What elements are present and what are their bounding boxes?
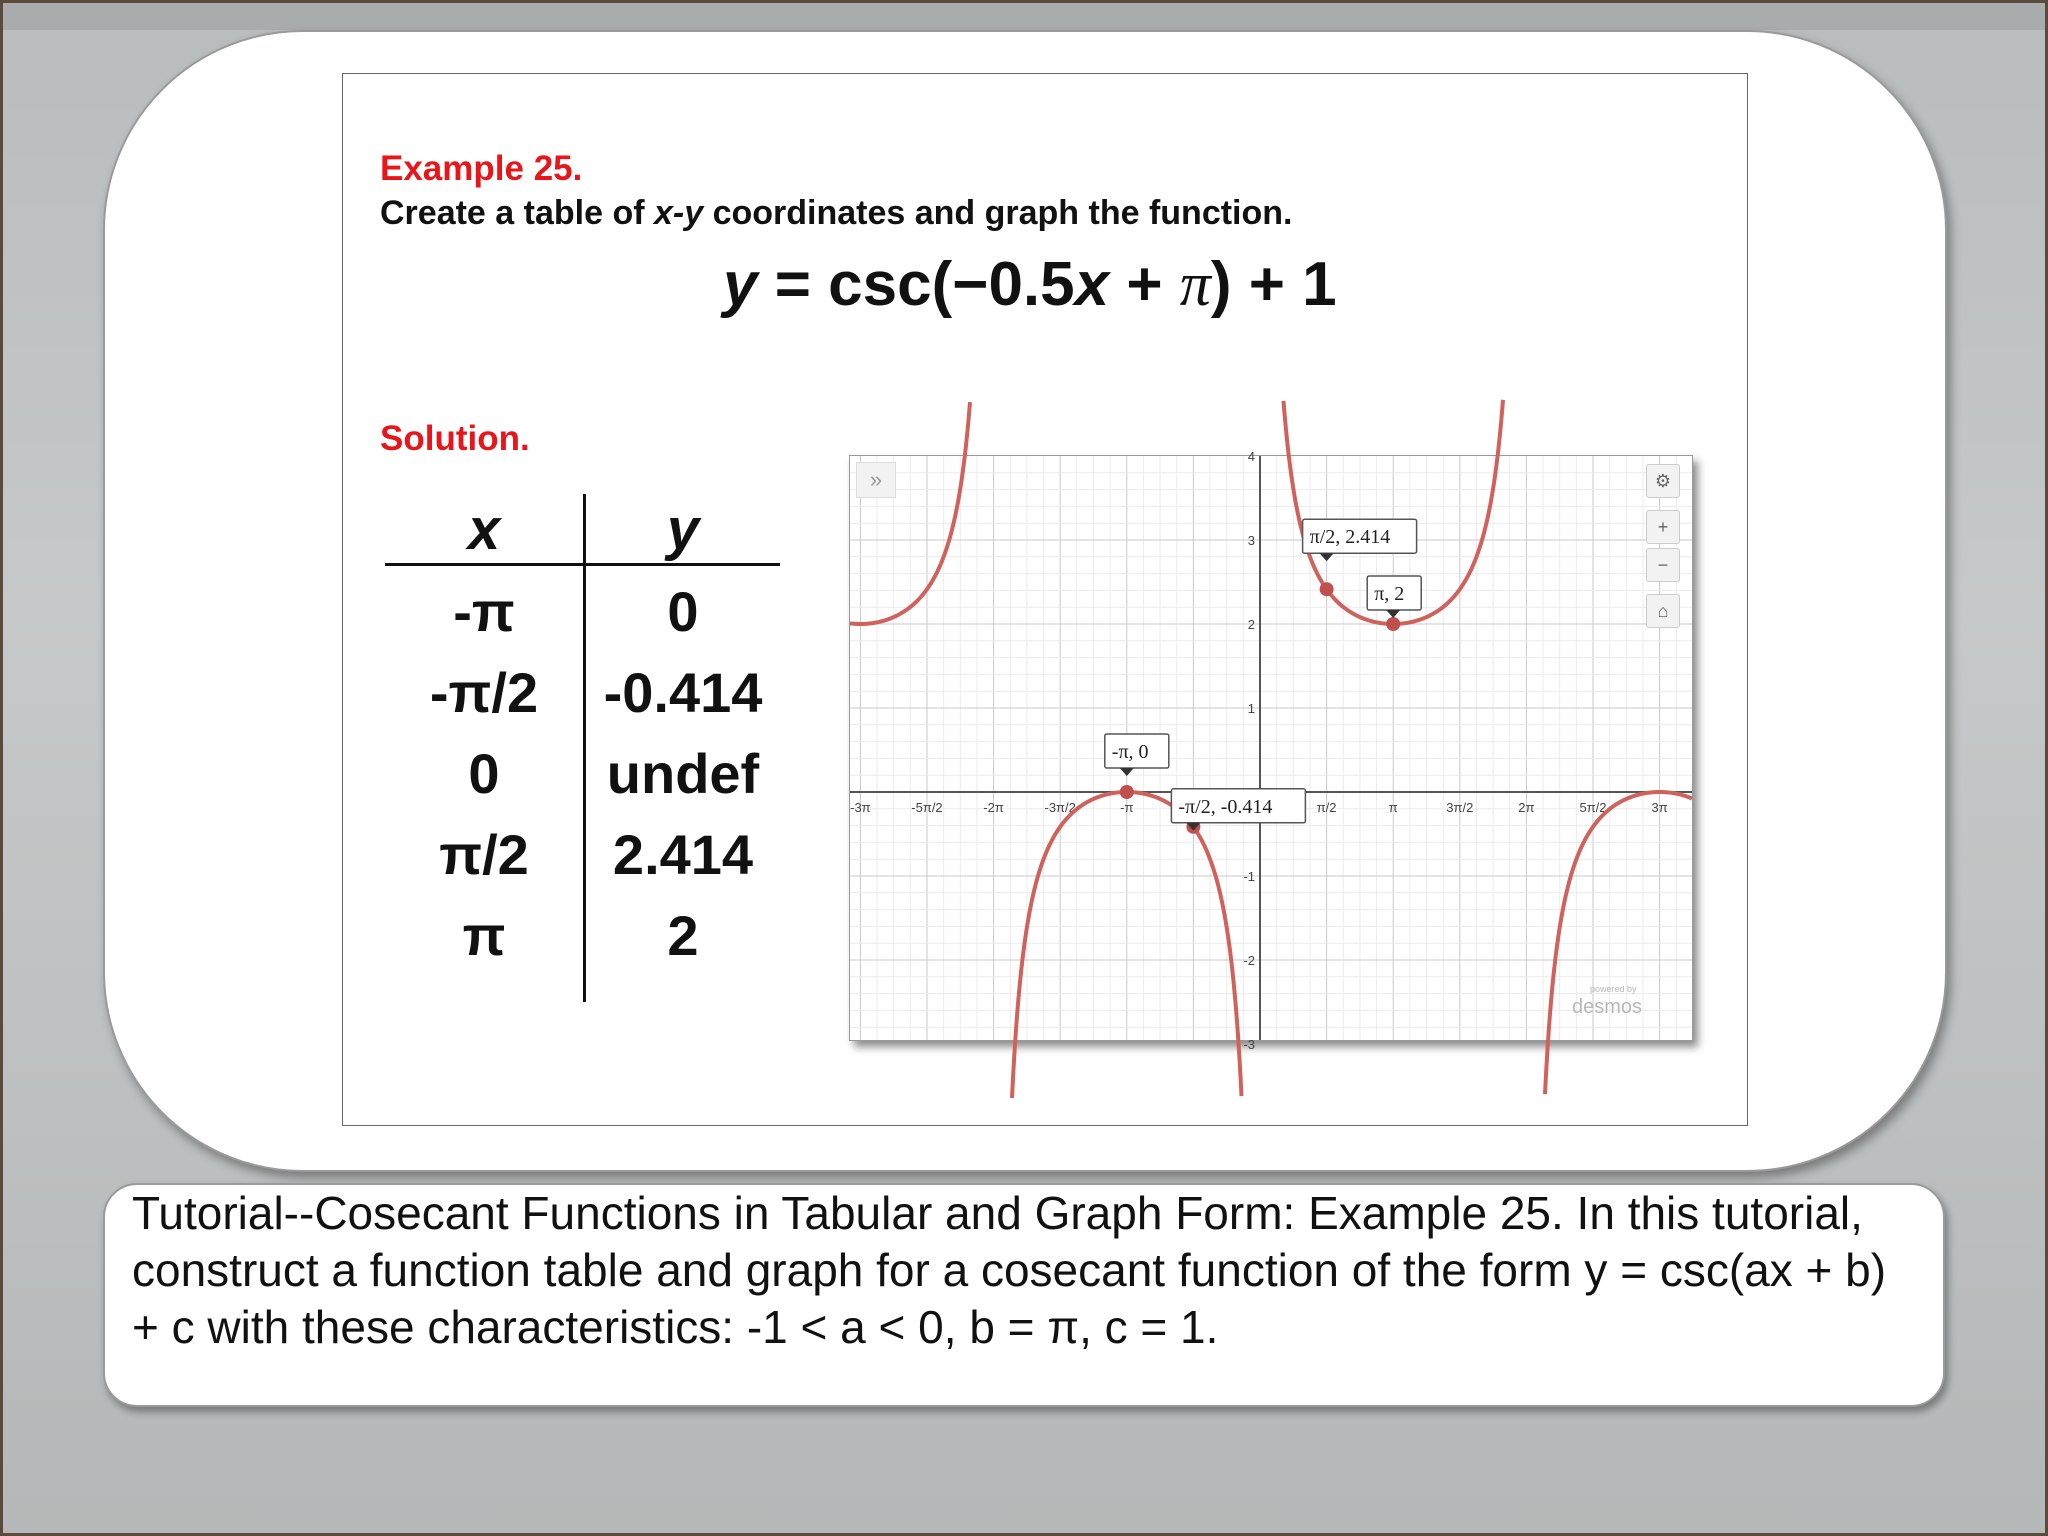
point-label-pointer — [1386, 610, 1400, 618]
x-tick-label: 3π/2 — [1446, 800, 1474, 815]
point-marker — [1320, 582, 1334, 596]
y-tick-label: -1 — [1243, 869, 1255, 884]
table-cell-y: 2 — [667, 904, 699, 967]
table-header-y: y — [666, 497, 700, 562]
example-title: Example 25. — [380, 149, 583, 188]
table-cell-y: -0.414 — [603, 661, 763, 724]
instruction-var: x-y — [653, 194, 704, 232]
table-cell-y: 2.414 — [612, 823, 754, 886]
x-tick-label: -3π — [850, 800, 871, 815]
x-tick-label: 5π/2 — [1579, 800, 1607, 815]
table-cell-y: 0 — [667, 580, 699, 643]
slide-content — [342, 73, 1748, 1126]
instruction-text — [380, 194, 1292, 233]
graph-controls — [1646, 464, 1680, 621]
wrench-icon[interactable]: ⚙ — [1646, 464, 1680, 498]
watermark-sub: powered by — [1590, 984, 1637, 994]
x-tick-label: -5π/2 — [911, 800, 943, 815]
table-cell-y: undef — [606, 742, 760, 805]
instruction-post: coordinates and graph the function. — [703, 194, 1293, 232]
x-tick-label: -2π — [983, 800, 1004, 815]
x-tick-label: 2π — [1518, 800, 1535, 815]
point-label-text: -π/2, -0.414 — [1178, 795, 1273, 818]
equation-lhs: y — [723, 250, 758, 319]
y-tick-label: -2 — [1243, 953, 1255, 968]
x-tick-label: π/2 — [1316, 800, 1337, 815]
table-cell-x: -π — [453, 580, 515, 643]
equation-tail: ) + 1 — [1210, 250, 1337, 319]
watermark-text: desmos — [1572, 996, 1643, 1018]
x-tick-label: -π — [1120, 800, 1134, 815]
table-cell-x: 0 — [468, 742, 500, 805]
equation-pi: π — [1179, 251, 1211, 319]
y-tick-label: 4 — [1247, 449, 1255, 464]
instruction-pre: Create a table of — [380, 194, 654, 232]
y-tick-label: -3 — [1243, 1037, 1255, 1052]
table-cell-x: -π/2 — [429, 661, 539, 724]
y-tick-label: 2 — [1247, 617, 1255, 632]
caption-text: Tutorial--Cosecant Functions in Tabular and Graph Form: Example 25. In this tutorial, construct a function table and graph for a cosecant function of the form y = csc(ax + b) + c with these characteristics: -1 < a < 0, b = π, c = 1. — [132, 1187, 1887, 1353]
xy-table — [385, 494, 781, 1014]
table-header-x: x — [467, 497, 501, 562]
solution-title: Solution. — [380, 419, 530, 458]
table-cell-x: π/2 — [439, 823, 529, 886]
x-tick-label: π — [1388, 800, 1398, 815]
x-tick-label: 3π — [1651, 800, 1668, 815]
y-tick-label: 3 — [1247, 533, 1255, 548]
y-tick-label: 1 — [1247, 701, 1255, 716]
equation-plus: + — [1109, 250, 1180, 319]
function-equation — [723, 249, 1337, 321]
equation-eq: = csc(−0.5 — [757, 250, 1075, 319]
point-marker — [1120, 785, 1134, 799]
equation-x: x — [1074, 250, 1110, 319]
home-icon[interactable]: ⌂ — [1646, 594, 1680, 628]
graph-canvas[interactable] — [850, 449, 1692, 1052]
zoom-out-button[interactable]: − — [1646, 548, 1680, 582]
zoom-in-button[interactable]: + — [1646, 510, 1680, 544]
point-label-text: π/2, 2.414 — [1309, 526, 1391, 549]
point-marker — [1386, 617, 1400, 631]
table-divider-horizontal — [385, 563, 780, 566]
caption-box — [103, 1183, 1945, 1407]
x-tick-label: -3π/2 — [1044, 800, 1076, 815]
desmos-watermark — [1572, 984, 1643, 1019]
point-label-text: π, 2 — [1374, 583, 1405, 605]
expand-panel-button[interactable]: » — [856, 462, 896, 498]
desmos-graph[interactable] — [849, 449, 1693, 1052]
table-cell-x: π — [462, 904, 506, 967]
point-label-text: -π, 0 — [1111, 741, 1149, 763]
